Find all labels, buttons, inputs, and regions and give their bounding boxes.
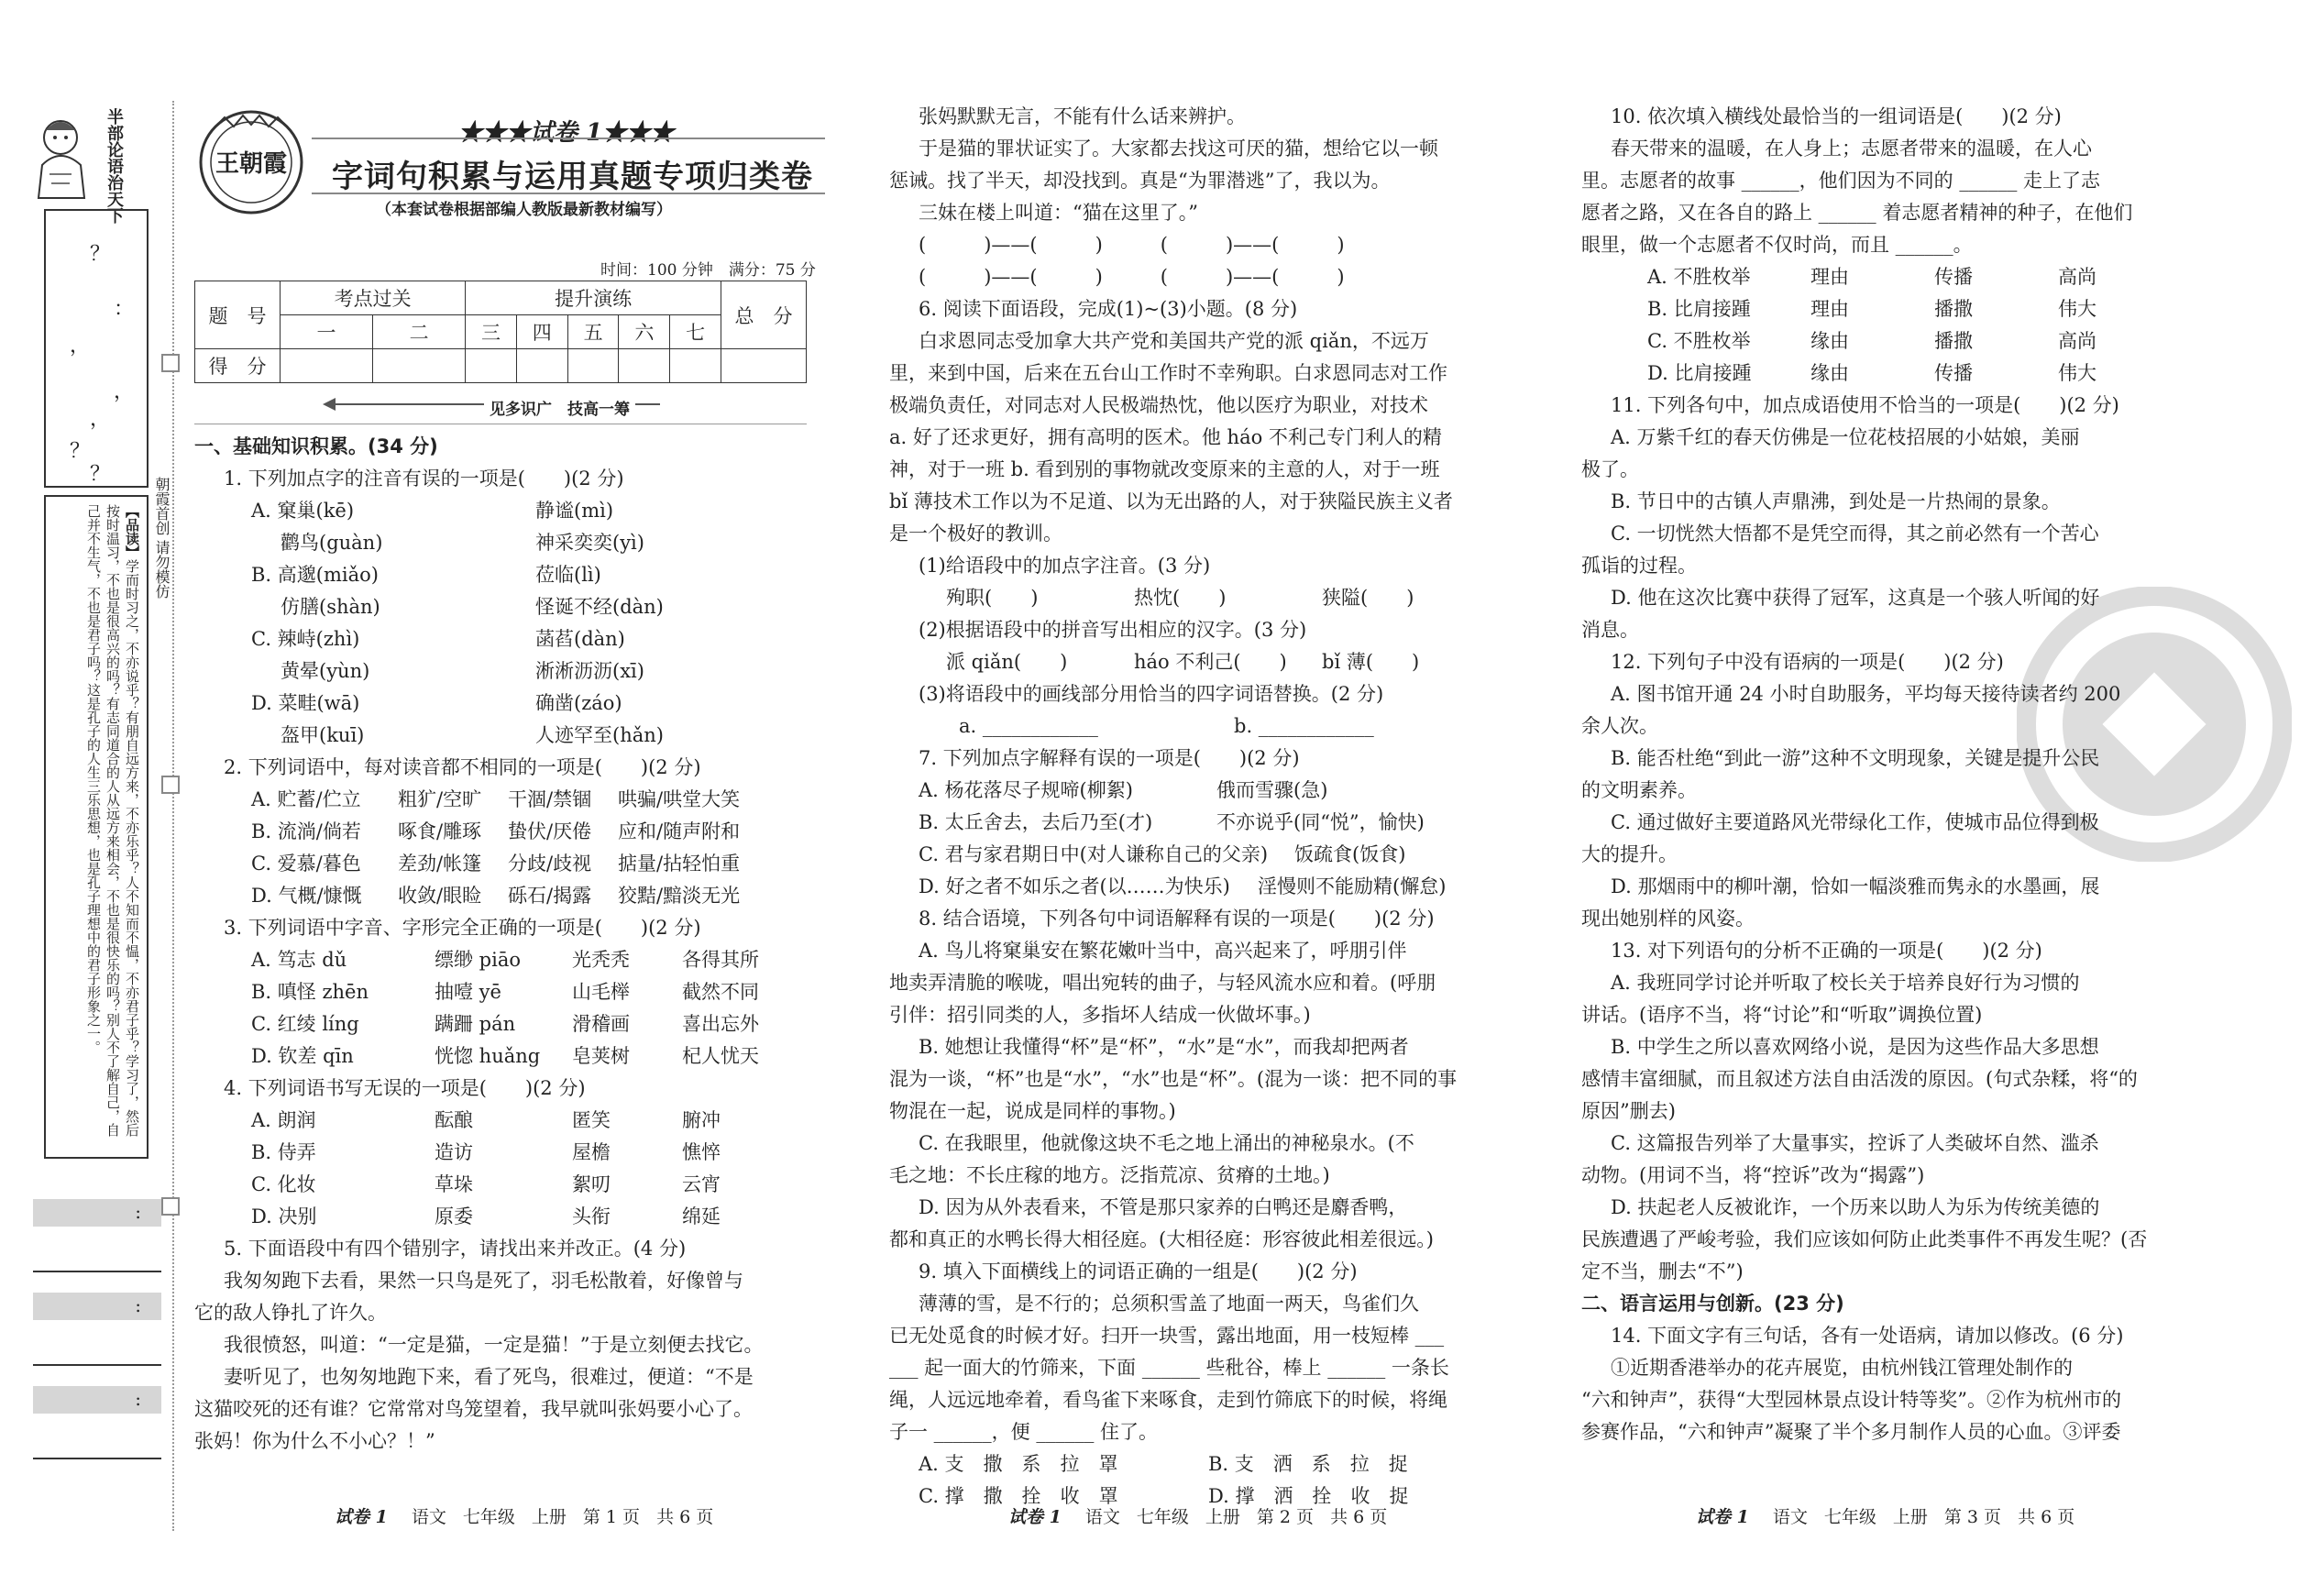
option-line: A. 鸟儿将窠巢安在繁花嫩叶当中，高兴起来了，呼朋引伴	[919, 940, 1407, 962]
passage-line: “六和钟声”，获得“大型园林景点设计特等奖”。②作为杭州市的	[1581, 1389, 2121, 1411]
option-line: 民族遭遇了严峻考验，我们应该如何防止此类事件不再发生呢？(否	[1581, 1228, 2148, 1250]
passage-line: 我匆匆跑下去看，果然一只鸟是死了，羽毛松散着，好像曾与	[224, 1270, 743, 1292]
option-row: D. 菜畦(wā) 确凿(záo)	[251, 692, 622, 714]
mark: ？	[90, 463, 111, 486]
score-input[interactable]	[281, 349, 373, 383]
option-line: B. 能否杜绝“到此一游”这种不文明现象，关键是提升公民	[1611, 747, 2100, 769]
answer-row[interactable]: a. ____________ b. ____________	[959, 715, 1374, 737]
slogan: 见多识广 技高一筹	[484, 396, 635, 419]
pindu-body: 学而时习之，不亦说乎？有朋自远方来，不亦乐乎？人不知而不愠，不亦君子乎？学习了，然后按时温习，不也是很高兴的吗？有志同道合的人从远方来相会，不也是很快乐的吗？别人不了解自己，自己并不生气，不也是君子吗？这是孔子的人生三乐思想，也是孔子理想中的君子形象之一。	[85, 504, 140, 1137]
page1-footer: 试卷 1 语文 七年级 上册 第 1 页 共 6 页	[335, 1507, 714, 1527]
score-table	[194, 281, 807, 383]
field-line	[33, 1271, 161, 1272]
passage-line: 已无处觅食的时候才好。扫开一块雪，露出地面，用一枝短棒 ___	[889, 1325, 1445, 1347]
option-row: D. 比肩接踵 缘由 传播 伟大	[1647, 362, 2096, 384]
passage-line: 它的敌人铮扎了许久。	[194, 1302, 387, 1324]
question-2: 2. 下列词语中，每对读音都不相同的一项是( )(2 分)	[224, 756, 701, 778]
num-cell: 七	[670, 315, 721, 349]
passage-line: a. 好了还求更好，拥有高明的医术。他 háo 不利己专门利人的精	[889, 426, 1442, 448]
option-line: 引伴：招引同类的人，多指坏人结成一伙做坏事。)	[889, 1004, 1311, 1026]
option-row: 盔甲(kuī) 人迹罕至(hǎn)	[281, 724, 664, 746]
score-input[interactable]	[466, 349, 517, 383]
passage-line: 于是猫的罪状证实了。大家都去找这可厌的猫，想给它以一顿	[919, 138, 1438, 160]
question-11: 11. 下列各句中，加点成语使用不恰当的一项是( )(2 分)	[1611, 394, 2119, 416]
label-total: 总 分	[721, 281, 807, 349]
passage-line: 参赛作品，“六和钟声”凝聚了半个多月制作人员的心血。③评委	[1581, 1421, 2121, 1443]
option-line: D. 因为从外表看来，不管是那只家养的白鸭还是麝香鸭，	[919, 1196, 1408, 1218]
answer-row[interactable]: 派 qiǎn( ) háo 不利己( ) bǐ 薄( )	[946, 651, 1420, 673]
brand-logo	[197, 108, 305, 216]
field-line	[33, 1458, 161, 1459]
question-1: 1. 下列加点字的注音有误的一项是( )(2 分)	[224, 468, 624, 490]
option-row: D. 钦差 qīn 恍惚 huǎng 皂荚树 杞人忧天	[251, 1045, 759, 1067]
passage-line: 这猫咬死的还有谁？它常常对鸟笼望着，我早就叫张妈要小心了。	[194, 1398, 753, 1420]
logo-text: 王朝霞	[215, 150, 287, 178]
passage-line: 妻听见了，也匆匆地跑下来，看了死鸟，很难过，便道：“不是	[224, 1366, 754, 1388]
option-row: A. 支 撒 系 拉 罩 B. 支 洒 系 拉 捉	[919, 1453, 1408, 1475]
passage-line: 神，对于一班 b. 看到别的事物就改变原来的主意的人，对于一班	[889, 458, 1440, 480]
option-row: D. 气概/慷慨 收敛/眼睑 砾石/揭露 狡黠/黯淡无光	[251, 885, 741, 907]
group-kaodian: 考点过关	[281, 281, 466, 315]
subquestion: (2)根据语段中的拼音写出相应的汉字。(3 分)	[919, 619, 1307, 641]
score-input[interactable]	[373, 349, 466, 383]
option-line: C. 一切恍然大悟都不是凭空而得，其之前必然有一个苦心	[1611, 523, 2099, 545]
group-tisheng: 提升演练	[466, 281, 721, 315]
option-line: D. 他在这次比赛中获得了冠军，这真是一个骇人听闻的好	[1611, 587, 2100, 609]
question-8: 8. 结合语境，下列各句中词语解释有误的一项是( )(2 分)	[919, 908, 1435, 930]
score-input[interactable]	[670, 349, 721, 383]
mark: ，	[70, 335, 91, 358]
option-row: D. 好之者不如乐之者(以……为快乐) 淫慢则不能励精(懈怠)	[919, 875, 1447, 897]
passage-line: 张妈默默无言，不能有什么话来辨护。	[919, 105, 1246, 127]
score-input[interactable]	[567, 349, 619, 383]
sidebar-motto: 半部论语治天下	[105, 108, 124, 224]
num-cell: 一	[281, 315, 373, 349]
option-line: 现出她别样的风姿。	[1581, 908, 1755, 930]
num-cell: 二	[373, 315, 466, 349]
score-input[interactable]	[516, 349, 567, 383]
question-9: 9. 填入下面横线上的词语正确的一组是( )(2 分)	[919, 1260, 1358, 1282]
option-line: 都和真正的水鸭长得大相径庭。(大相径庭：形容彼此相差很远。)	[889, 1228, 1434, 1250]
option-row: 仿膳(shàn) 怪诞不经(dàn)	[281, 596, 664, 618]
option-row: A. 朗润 酝酿 匿笑 腑冲	[251, 1109, 721, 1131]
option-line: 的文明素养。	[1581, 779, 1697, 801]
option-line: 地卖弄清脆的喉咙，唱出宛转的曲子，与轻风流水应和着。(呼朋	[889, 972, 1436, 994]
option-line: 原因”删去)	[1581, 1100, 1676, 1122]
page2-footer: 试卷 1 语文 七年级 上册 第 2 页 共 6 页	[1008, 1507, 1388, 1527]
question-4: 4. 下列词语书写无误的一项是( )(2 分)	[224, 1077, 586, 1099]
passage-line: ___ 起一面大的竹筛来，下面 ______ 些秕谷，棒上 ______ 一条长	[889, 1357, 1449, 1379]
option-line: 定不当，删去“不”)	[1581, 1260, 1744, 1282]
page3-footer: 试卷 1 语文 七年级 上册 第 3 页 共 6 页	[1696, 1507, 2075, 1527]
time-info: 时间：100 分钟 满分：75 分	[600, 261, 816, 280]
page-title: 字词句积累与运用真题专项归类卷	[332, 159, 813, 195]
passage-line: 我很愤怒，叫道：“一定是猫，一定是猫！”于是立刻便去找它。	[224, 1334, 764, 1356]
option-row: A. 不胜枚举 理由 传播 高尚	[1647, 266, 2096, 288]
passage-line: 极端负责任，对同志对人民极端热忱，他以医疗为职业，对技术	[889, 394, 1428, 416]
score-input[interactable]	[619, 349, 670, 383]
option-row: B. 比肩接踵 理由 播撒 伟大	[1647, 298, 2096, 320]
option-line: 孤诣的过程。	[1581, 555, 1697, 577]
option-row: B. 太丘舍去，去后乃至(才) 不亦说乎(同“悦”，愉快)	[919, 811, 1425, 833]
title-decoration	[312, 138, 825, 194]
subquestion: (1)给语段中的加点字注音。(3 分)	[919, 555, 1211, 577]
mark: ？	[90, 243, 111, 266]
question-14: 14. 下面文字有三句话，各有一处语病，请加以修改。(6 分)	[1611, 1325, 2124, 1347]
option-row: C. 化妆 草垛 絮叨 云宵	[251, 1173, 721, 1195]
question-5: 5. 下面语段中有四个错别字，请找出来并改正。(4 分)	[224, 1238, 687, 1260]
cut-marker	[161, 354, 180, 372]
cut-marker	[161, 1197, 180, 1216]
student-field-3[interactable]: :	[33, 1386, 161, 1414]
passage-line: 春天带来的温暖，在人身上；志愿者带来的温暖，在人心	[1611, 138, 2092, 160]
option-line: B. 节日中的古镇人声鼎沸，到处是一片热闹的景象。	[1611, 490, 2061, 512]
passage-line: 眼里，做一个志愿者不仅时尚，而且 ______。	[1581, 234, 1973, 256]
score-input[interactable]	[721, 349, 807, 383]
sidebar-poem-box	[44, 209, 149, 488]
option-line: 动物。(用词不当，将“控诉”改为“揭露”)	[1581, 1164, 1925, 1186]
subquestion: (3)将语段中的画线部分用恰当的四字词语替换。(2 分)	[919, 683, 1384, 705]
option-row: A. 杨花落尽子规啼(柳絮) 俄而雪骤(急)	[919, 779, 1328, 801]
question-13: 13. 对下列语句的分析不正确的一项是( )(2 分)	[1611, 940, 2042, 962]
passage-line: ①近期香港举办的花卉展览，由杭州钱江管理处制作的	[1611, 1357, 2073, 1379]
option-line: 余人次。	[1581, 715, 1658, 737]
option-row: 鹳鸟(guàn) 神采奕奕(yì)	[281, 532, 644, 554]
passage-line: 是一个极好的教训。	[889, 523, 1062, 545]
exam-tag: ★★★试卷 1★★★	[458, 119, 675, 147]
question-12: 12. 下列句子中没有语病的一项是( )(2 分)	[1611, 651, 2004, 673]
cut-line	[172, 101, 174, 1531]
option-row: A. 笃志 dǔ 缥缈 piāo 光秃秃 各得其所	[251, 949, 759, 971]
page-subtitle: （本套试卷根据部编人教版最新教材编写）	[376, 201, 672, 219]
passage-line: 三妹在楼上叫道：“猫在这里了。”	[919, 202, 1198, 224]
pindu-text	[83, 504, 141, 1146]
option-line: B. 她想让我懂得“杯”是“杯”，“水”是“水”，而我却把两者	[919, 1036, 1409, 1058]
num-cell: 三	[466, 315, 517, 349]
passage-line: 张妈！你为什么不小心？！”	[194, 1430, 435, 1452]
pindu-box	[44, 495, 149, 1159]
passage-line: 薄薄的雪，是不行的；总须积雪盖了地面一两天，鸟雀们久	[919, 1293, 1419, 1315]
option-line: 消息。	[1581, 619, 1639, 641]
option-line: A. 我班同学讨论并听取了校长关于培养良好行为习惯的	[1611, 972, 2080, 994]
option-line: C. 在我眼里，他就像这块不毛之地上涌出的神秘泉水。(不	[919, 1132, 1414, 1154]
option-line: D. 那烟雨中的柳叶潮，恰如一幅淡雅而隽永的水墨画，展	[1611, 875, 2100, 897]
option-line: C. 这篇报告列举了大量事实，控诉了人类破坏自然、滥杀	[1611, 1132, 2099, 1154]
question-10: 10. 依次填入横线处最恰当的一组词语是( )(2 分)	[1611, 105, 2062, 127]
option-row: C. 撑 撒 拴 收 罩 D. 撑 洒 拴 收 捉	[919, 1485, 1409, 1507]
option-line: D. 扶起老人反被讹诈，一个历来以助人为乐为传统美德的	[1611, 1196, 2100, 1218]
option-line: 大的提升。	[1581, 843, 1678, 865]
answer-row[interactable]: 殉职( ) 热忱( ) 狭隘( )	[946, 587, 1414, 609]
student-field-1[interactable]: :	[33, 1199, 161, 1227]
passage-line: 里。志愿者的故事 ______，他们因为不同的 ______ 走上了志	[1581, 170, 2101, 192]
option-row: B. 高邈(miǎo) 莅临(lì)	[251, 564, 601, 586]
passage-line: bǐ 薄技术工作以为不足道、以为无出路的人，对于狭隘民族主义者	[889, 490, 1453, 512]
option-line: A. 图书馆开通 24 小时自助服务，平均每天接待读者约 200	[1611, 683, 2121, 705]
option-row: A. 窠巢(kē) 静谧(mì)	[251, 500, 614, 522]
question-7: 7. 下列加点字解释有误的一项是( )(2 分)	[919, 747, 1300, 769]
num-cell: 五	[567, 315, 619, 349]
mark: ？	[70, 440, 91, 463]
option-row: 黄晕(yùn) 淅淅沥沥(xī)	[281, 660, 644, 682]
mark: ：	[114, 298, 135, 321]
option-row: C. 辣峙(zhì) 菡萏(dàn)	[251, 628, 625, 650]
page1-body	[194, 431, 818, 1458]
option-row: B. 流淌/倘若 啄食/雕琢 蛰伏/厌倦 应和/随声附和	[251, 820, 741, 842]
question-6: 6. 阅读下面语段，完成(1)~(3)小题。(8 分)	[919, 298, 1298, 320]
option-line: C. 通过做好主要道路风光带绿化工作，使城市品位得到极	[1611, 811, 2099, 833]
mark: ，	[114, 380, 135, 403]
passage-line: 白求恩同志受加拿大共产党和美国共产党的派 qiǎn，不远万	[919, 330, 1429, 352]
option-row: D. 决别 原委 头衔 绵延	[251, 1205, 721, 1227]
mark: ，	[90, 408, 111, 431]
page2-body	[889, 101, 1513, 1513]
question-3: 3. 下列词语中字音、字形完全正确的一项是( )(2 分)	[224, 917, 701, 939]
option-row: B. 嗔怪 zhēn 抽噎 yē 山毛榉 截然不同	[251, 981, 759, 1003]
student-field-2[interactable]: :	[33, 1293, 161, 1320]
cut-marker	[161, 776, 180, 794]
section-heading: 二、语言运用与创新。(23 分)	[1581, 1293, 1844, 1315]
option-line: 讲话。(语序不当，将“讨论”和“听取”调换位置)	[1581, 1004, 1983, 1026]
num-cell: 六	[619, 315, 670, 349]
option-row: A. 贮蓄/伫立 粗犷/空旷 干涸/禁锢 哄骗/哄堂大笑	[251, 788, 741, 810]
option-line: 毛之地：不长庄稼的地方。泛指荒凉、贫瘠的土地。)	[889, 1164, 1330, 1186]
answer-blanks[interactable]: ( )——( ) ( )——( )	[919, 234, 1345, 256]
copyright-note: 朝霞首创 请勿模仿	[153, 477, 171, 600]
option-line: A. 万紫千红的春天仿佛是一位花枝招展的小姑娘，美丽	[1611, 426, 2080, 448]
num-cell: 四	[516, 315, 567, 349]
option-row: C. 君与家君期日中(对人谦称自己的父亲) 饭疏食(饭食)	[919, 843, 1406, 865]
pindu-label: 【品读】	[124, 504, 140, 559]
passage-line: 绳，人远远地牵着，看鸟雀下来啄食，走到竹筛底下的时候，将绳	[889, 1389, 1447, 1411]
option-row: C. 不胜枚举 缘由 播撒 高尚	[1647, 330, 2096, 352]
option-row: B. 侍弄 造访 屋檐 憔悴	[251, 1141, 721, 1163]
passage-line: 愿者之路，又在各自的路上 ______ 着志愿者精神的种子，在他们	[1581, 202, 2133, 224]
label-tihao: 题 号	[195, 281, 281, 349]
section-heading: 一、基础知识积累。(34 分)	[194, 435, 438, 457]
arrow-head	[323, 398, 336, 411]
passage-line: 惩诫。找了半天，却没找到。真是“为罪潜逃”了，我以为。	[889, 170, 1391, 192]
field-line	[33, 1364, 161, 1366]
passage-line: 子一 ______，便 ______ 住了。	[889, 1421, 1159, 1443]
option-row: C. 爱慕/暮色 差劲/帐篷 分歧/歧视 掂量/拈轻怕重	[251, 853, 741, 875]
page3-body	[1581, 101, 2214, 1448]
option-line: B. 中学生之所以喜欢网络小说，是因为这些作品大多思想	[1611, 1036, 2099, 1058]
answer-blanks[interactable]: ( )——( ) ( )——( )	[919, 266, 1345, 288]
passage-line: 里，来到中国，后来在五台山工作时不幸殉职。白求恩同志对工作	[889, 362, 1447, 384]
option-line: 物混在一起，说成是同样的事物。)	[889, 1100, 1176, 1122]
option-line: 极了。	[1581, 458, 1639, 480]
option-line: 感情丰富细腻，而且叙述方法自由活泼的原因。(句式杂糅，将“的	[1581, 1068, 2138, 1090]
option-row: C. 红绫 líng 蹒跚 pán 滑稽画 喜出忘外	[251, 1013, 759, 1035]
option-line: 混为一谈，“杯”也是“水”，“水”也是“杯”。(混为一谈：把不同的事	[889, 1068, 1458, 1090]
confucius-portrait	[29, 110, 95, 202]
label-defen: 得 分	[195, 349, 281, 383]
